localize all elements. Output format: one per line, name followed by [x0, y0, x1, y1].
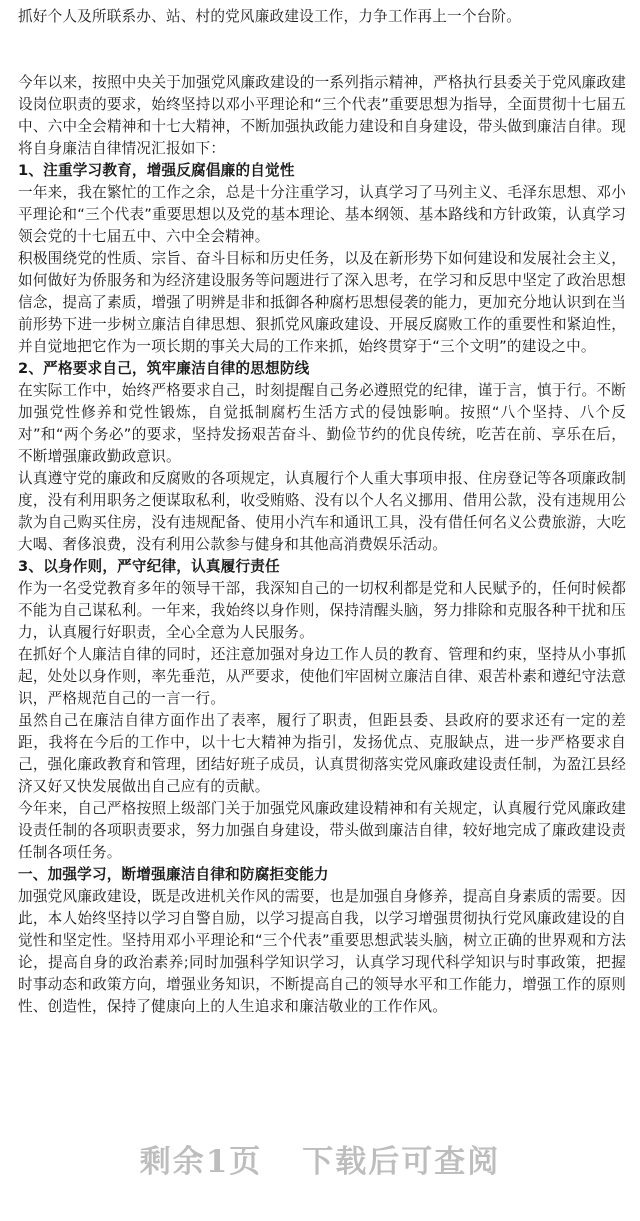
intro-fragment: 抓好个人及所联系办、站、村的党风廉政建设工作，力争工作再上一个台阶。 [18, 8, 521, 25]
document-body [18, 0, 626, 1018]
paragraph: 今年以来，按照中央关于加强党风廉政建设的一系列指示精神，严格执行县委关于党风廉政建设岗位职责的要求，始终坚持以邓小平理论和“三个代表”重要思想为指导，全面贯彻十七届五中、六中全会精神和十七大精神，不断加强执政能力建设和自身建设，带头做到廉洁自律。现将自身廉洁自律情况汇报如下： [18, 74, 626, 157]
section-heading: 1、注重学习教育，增强反腐倡廉的自觉性 [18, 162, 295, 179]
paragraph: 在抓好个人廉洁自律的同时，还注意加强对身边工作人员的教育、管理和约束，坚持从小事抓起，处处以身作则，率先垂范，从严要求，使他们牢固树立廉洁自律、艰苦朴素和遵纪守法意识，严格规范自己的一言一行。 [18, 646, 626, 707]
section-heading: 2、严格要求自己，筑牢廉洁自律的思想防线 [18, 360, 310, 377]
paragraph: 认真遵守党的廉政和反腐败的各项规定，认真履行个人重大事项申报、住房登记等各项廉政制度，没有利用职务之便谋取私利，收受贿赂、没有以个人名义挪用、借用公款，没有违规用公款为自己购买住房，没有违规配备、使用小汽车和通讯工具，没有借任何名义公费旅游，大吃大喝、奢侈浪费，没有利用公款参与健身和其他高消费娱乐活动。 [18, 470, 626, 553]
paragraph: 虽然自己在廉洁自律方面作出了表率，履行了职责，但距县委、县政府的要求还有一定的差距，我将在今后的工作中，以十七大精神为指引，发扬优点、克服缺点，进一步严格要求自己，强化廉政教育和管理，团结好班子成员，认真贯彻落实党风廉政建设责任制，为盈江县经济又好又快发展做出自己应有的贡献。 [18, 712, 626, 795]
paragraph: 今年来，自己严格按照上级部门关于加强党风廉政建设精神和有关规定，认真履行党风廉政建设责任制的各项职责要求，努力加强自身建设，带头做到廉洁自律，较好地完成了廉政建设责任制各项任务。 [18, 800, 626, 861]
paragraph: 一年来，我在繁忙的工作之余，总是十分注重学习，认真学习了马列主义、毛泽东思想、邓小平理论和“三个代表”重要思想以及党的基本理论、基本纲领、基本路线和方针政策，认真学习领会党的十七届五中、六中全会精神。 [18, 184, 626, 245]
paragraph: 加强党风廉政建设，既是改进机关作风的需要，也是加强自身修养，提高自身素质的需要。因此，本人始终坚持以学习自警自励，以学习提高自我，以学习增强贯彻执行党风廉政建设的自觉性和坚定性。坚持用邓小平理论和“三个代表”重要思想武装头脑，树立正确的世界观和方法论，提高自身的政治素养;同时加强科学知识学习，认真学习现代科学知识与时事政策，把握时事动态和政策方向，增强业务知识，不断提高自己的领导水平和工作能力，增强工作的原则性、创造性，保持了健康向上的人生追求和廉洁敬业的工作作风。 [18, 888, 626, 1015]
paragraph: 作为一名受党教育多年的领导干部，我深知自己的一切权利都是党和人民赋予的，任何时候都不能为自己谋私利。一年来，我始终以身作则，保持清醒头脑，努力排除和克服各种干扰和压力，认真履行好职责，全心全意为人民服务。 [18, 580, 626, 641]
section-heading: 3、以身作则，严守纪律，认真履行责任 [18, 558, 280, 575]
paragraph: 在实际工作中，始终严格要求自己，时刻提醒自己务必遵照党的纪律，谨于言，慎于行。不断加强党性修养和党性锻炼，自觉抵制腐朽生活方式的侵蚀影响。按照“八个坚持、八个反对”和“两个务必”的要求，坚持发扬艰苦奋斗、勤俭节约的优良传统，吃苦在前、享乐在后，不断增强廉政勤政意识。 [18, 382, 626, 465]
paragraph-list [18, 72, 626, 1018]
download-prompt[interactable] [0, 1136, 640, 1181]
paragraph: 积极围绕党的性质、宗旨、奋斗目标和历史任务，以及在新形势下如何建设和发展社会主义，如何做好为侨服务和为经济建设服务等问题进行了深入思考，在学习和反思中坚定了政治思想信念，提高了素质，增强了明辨是非和抵御各种腐朽思想侵袭的能力，更加充分地认识到在当前形势下进一步树立廉洁自律思想、狠抓党风廉政建设、开展反腐败工作的重要性和紧迫性，并自觉地把它作为一项长期的事关大局的工作来抓，始终贯穿于“三个文明”的建设之中。 [18, 250, 626, 355]
section-heading: 一、加强学习，断增强廉洁自律和防腐拒变能力 [18, 866, 329, 883]
section-gap [18, 28, 626, 72]
remaining-pages-label: 剩余1页 [139, 1144, 263, 1180]
download-to-view-label: 下载后可查阅 [302, 1144, 501, 1180]
